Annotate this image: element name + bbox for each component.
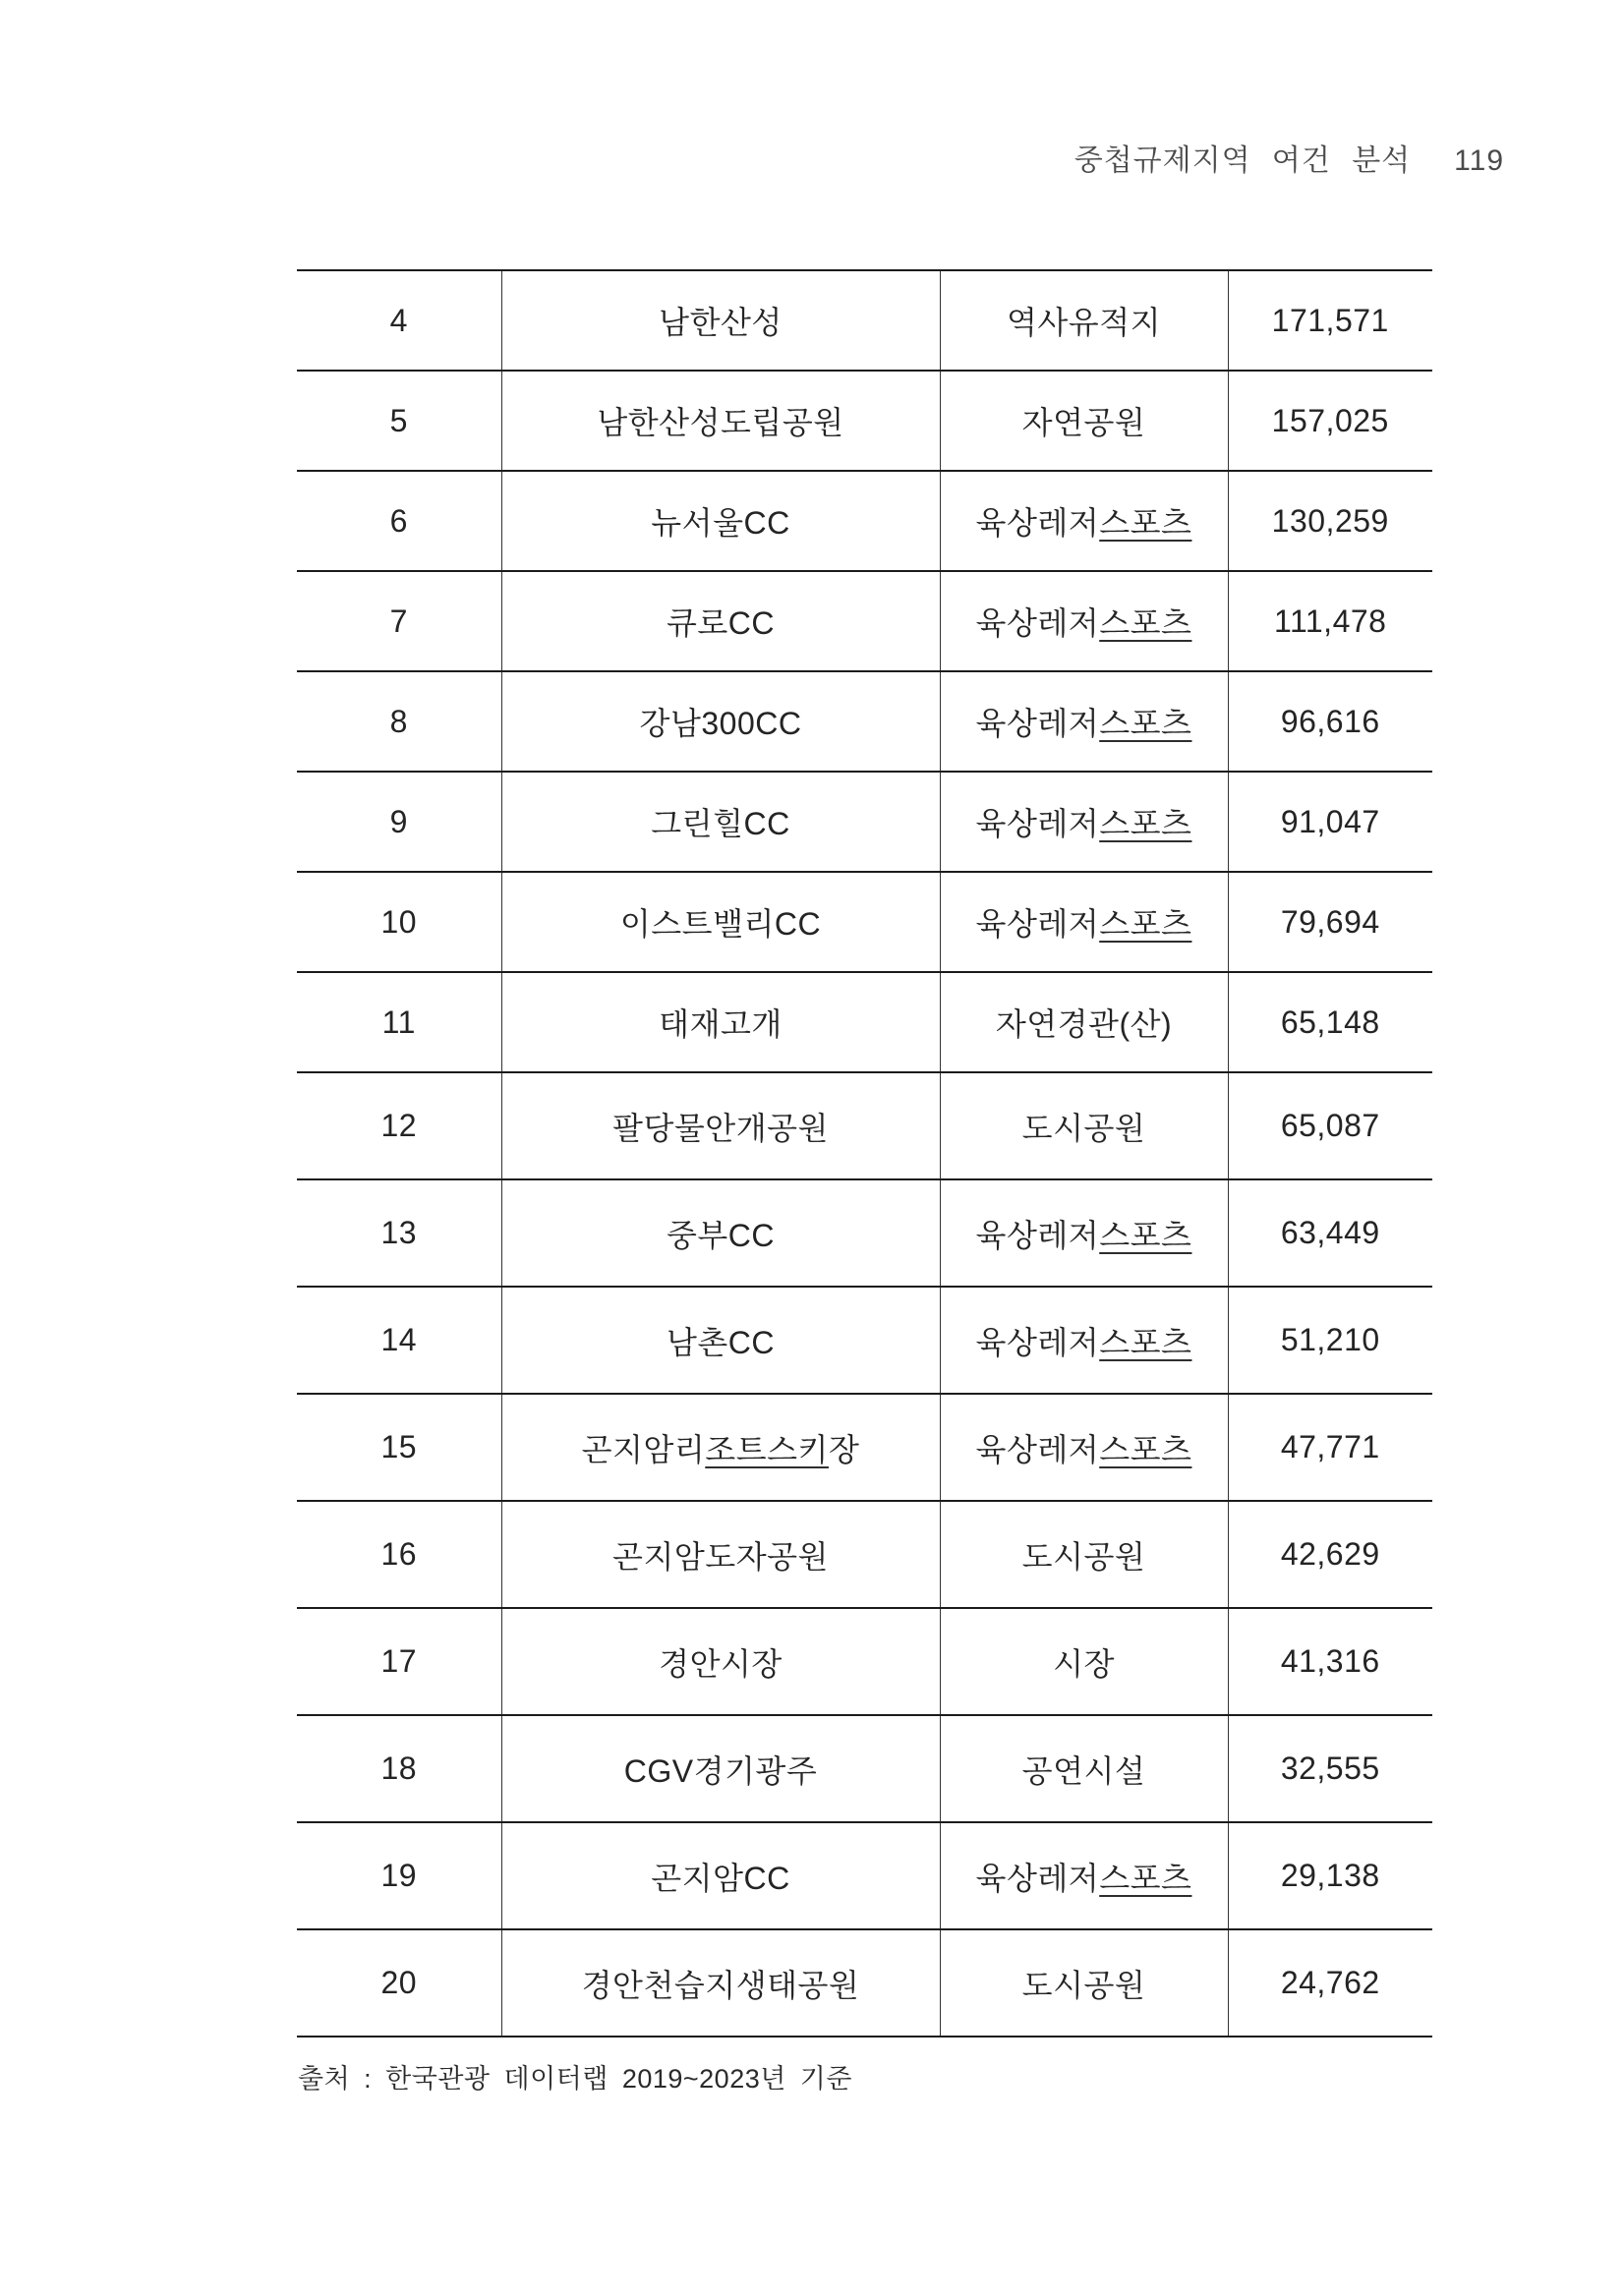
cell-name (501, 1929, 940, 2037)
cell-text: 곤지암도자공원 (612, 1538, 829, 1575)
cell-text: CGV경기광주 (623, 1752, 818, 1789)
cell-text: 자연공원 (1021, 405, 1146, 440)
cell-text: 중부CC (666, 1217, 776, 1253)
cell-category (940, 1608, 1228, 1715)
cell-text: 공연시설 (1021, 1752, 1146, 1789)
cell-category (940, 1394, 1228, 1501)
cell-text: 자연경관(산) (995, 1006, 1173, 1042)
table-row (297, 671, 1432, 772)
running-head-title: 중첩규제지역 여건 분석 (1073, 144, 1412, 177)
cell-name (501, 1608, 940, 1715)
cell-name (501, 471, 940, 571)
cell-text: 도시공원 (1021, 1967, 1146, 2003)
cell-text: 스포츠 (1099, 906, 1192, 942)
cell-rank: 5 (297, 371, 501, 471)
cell-text: 도시공원 (1021, 1110, 1146, 1146)
cell-category (940, 772, 1228, 872)
table-row (297, 1715, 1432, 1822)
cell-value: 79,694 (1280, 903, 1380, 940)
cell-name (501, 972, 940, 1072)
table-row (297, 471, 1432, 571)
table-row (297, 1608, 1432, 1715)
cell-name (501, 772, 940, 872)
cell-value: 42,629 (1280, 1536, 1380, 1572)
table-row (297, 270, 1432, 371)
cell-text: 곤지암CC (651, 1860, 790, 1896)
cell-text: 육상레저 (975, 1217, 1100, 1253)
cell-rank: 18 (297, 1715, 501, 1822)
table-row (297, 1929, 1432, 2037)
cell-text: 육상레저 (975, 1860, 1100, 1896)
cell-category (940, 1072, 1228, 1179)
cell-text: 스포츠 (1099, 1431, 1192, 1467)
cell-text: 조트스키 (705, 1431, 829, 1467)
cell-rank: 8 (297, 671, 501, 772)
cell-value: 41,316 (1280, 1643, 1380, 1679)
cell-category (940, 571, 1228, 671)
cell-text: 스포츠 (1099, 706, 1192, 741)
cell-category (940, 1179, 1228, 1287)
cell-rank: 16 (297, 1501, 501, 1608)
cell-category (940, 270, 1228, 371)
cell-text: 스포츠 (1099, 1217, 1192, 1253)
cell-category (940, 471, 1228, 571)
cell-category (940, 1287, 1228, 1394)
cell-name (501, 1394, 940, 1501)
table-body (297, 270, 1432, 2037)
cell-text: 육상레저 (975, 1324, 1100, 1360)
cell-name (501, 1501, 940, 1608)
cell-text: 경안시장 (659, 1645, 783, 1682)
cell-value: 32,555 (1280, 1751, 1380, 1786)
table-row (297, 1394, 1432, 1501)
table-row (297, 872, 1432, 972)
cell-value: 65,087 (1280, 1108, 1380, 1143)
cell-text: 그린힐CC (651, 806, 790, 841)
table-row (297, 1072, 1432, 1179)
cell-rank: 15 (297, 1394, 501, 1501)
cell-text: 곤지암리 (581, 1431, 706, 1467)
cell-text: 경안천습지생태공원 (581, 1967, 860, 2003)
cell-text: 장 (828, 1431, 860, 1467)
cell-text: 도시공원 (1021, 1538, 1146, 1575)
cell-text: 팔당물안개공원 (612, 1110, 829, 1146)
cell-category (940, 1715, 1228, 1822)
cell-rank: 12 (297, 1072, 501, 1179)
cell-value: 111,478 (1274, 603, 1387, 639)
cell-text: 남한산성 (659, 305, 783, 340)
page-header (1074, 144, 1504, 179)
table-row (297, 1501, 1432, 1608)
cell-name (501, 270, 940, 371)
cell-name (501, 671, 940, 772)
cell-text: 육상레저 (975, 806, 1100, 841)
cell-value: 51,210 (1280, 1322, 1380, 1357)
cell-value: 91,047 (1280, 803, 1380, 839)
cell-value: 157,025 (1271, 402, 1389, 438)
table-row (297, 1822, 1432, 1929)
cell-category (940, 1501, 1228, 1608)
cell-text: 육상레저 (975, 505, 1100, 541)
cell-text: 큐로CC (666, 605, 776, 641)
table-row (297, 772, 1432, 872)
cell-category (940, 872, 1228, 972)
cell-rank: 9 (297, 772, 501, 872)
cell-text: 시장 (1053, 1645, 1115, 1682)
cell-name (501, 1072, 940, 1179)
cell-rank: 14 (297, 1287, 501, 1394)
cell-category (940, 1929, 1228, 2037)
cell-text: 태재고개 (659, 1006, 783, 1042)
cell-rank: 6 (297, 471, 501, 571)
cell-text: 육상레저 (975, 706, 1100, 741)
cell-text: 스포츠 (1099, 1324, 1192, 1360)
table-row (297, 371, 1432, 471)
cell-text: 강남300CC (639, 706, 802, 741)
cell-name (501, 571, 940, 671)
cell-text: 육상레저 (975, 1431, 1100, 1467)
cell-text: 스포츠 (1099, 1860, 1192, 1896)
table-row (297, 571, 1432, 671)
cell-value: 171,571 (1271, 302, 1389, 338)
cell-name (501, 872, 940, 972)
table-row (297, 1287, 1432, 1394)
cell-text: 스포츠 (1099, 605, 1192, 641)
cell-text: 육상레저 (975, 906, 1100, 942)
cell-value: 29,138 (1280, 1858, 1380, 1893)
table-row (297, 1179, 1432, 1287)
cell-rank: 20 (297, 1929, 501, 2037)
cell-rank: 17 (297, 1608, 501, 1715)
cell-rank: 10 (297, 872, 501, 972)
cell-text: 이스트밸리CC (619, 906, 822, 942)
cell-text: 남촌CC (666, 1324, 776, 1360)
cell-rank: 13 (297, 1179, 501, 1287)
cell-text: 남한산성도립공원 (597, 405, 844, 440)
cell-value: 47,771 (1280, 1429, 1380, 1464)
cell-text: 스포츠 (1099, 505, 1192, 541)
page-number: 119 (1454, 144, 1504, 177)
cell-name (501, 1715, 940, 1822)
attractions-table (297, 269, 1432, 2038)
cell-text: 스포츠 (1099, 806, 1192, 841)
cell-value: 63,449 (1280, 1215, 1380, 1250)
cell-value: 130,259 (1271, 502, 1389, 539)
cell-value: 96,616 (1280, 703, 1380, 739)
table-row (297, 972, 1432, 1072)
cell-rank: 7 (297, 571, 501, 671)
cell-text: 뉴서울CC (651, 505, 790, 541)
cell-rank: 4 (297, 270, 501, 371)
cell-rank: 11 (297, 972, 501, 1072)
cell-text: 역사유적지 (1006, 305, 1162, 340)
cell-name (501, 371, 940, 471)
cell-category (940, 371, 1228, 471)
source-note: 출처 : 한국관광 데이터랩 2019~2023년 기준 (298, 2064, 852, 2094)
cell-name (501, 1287, 940, 1394)
cell-category (940, 671, 1228, 772)
cell-text: 육상레저 (975, 605, 1100, 641)
cell-category (940, 972, 1228, 1072)
cell-name (501, 1822, 940, 1929)
cell-value: 24,762 (1280, 1965, 1380, 2000)
cell-rank: 19 (297, 1822, 501, 1929)
cell-name (501, 1179, 940, 1287)
cell-category (940, 1822, 1228, 1929)
cell-value: 65,148 (1280, 1004, 1380, 1040)
